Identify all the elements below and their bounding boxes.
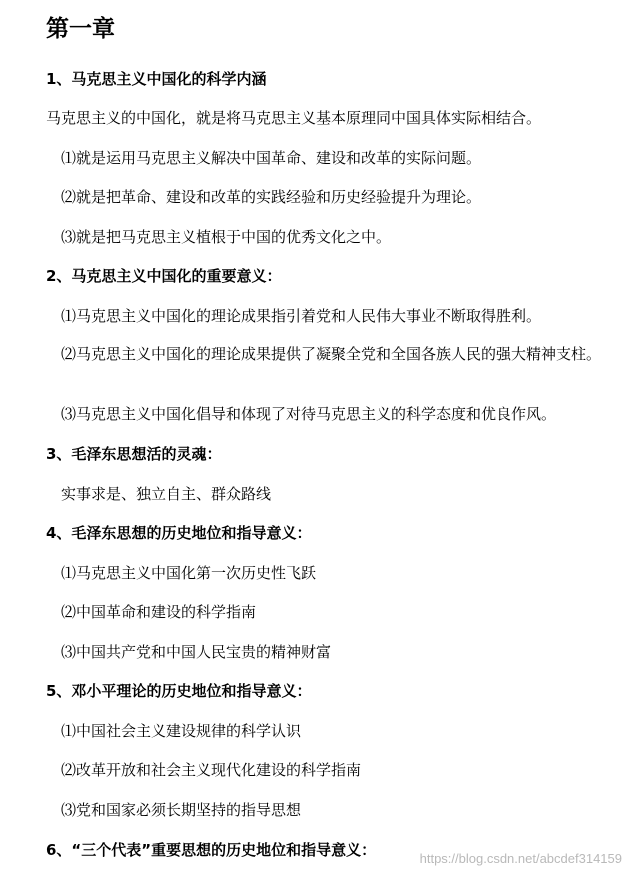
section-heading-1: 1、马克思主义中国化的科学内涵 (46, 70, 267, 88)
section-1-intro: 马克思主义的中国化，就是将马克思主义基本原理同中国具体实际相结合。 (46, 109, 542, 127)
section-4-item-3: ⑶中国共产党和中国人民宝贵的精神财富 (61, 643, 332, 661)
watermark-url: https://blog.csdn.net/abcdef314159 (419, 851, 622, 866)
section-heading-6: 6、“三个代表”重要思想的历史地位和指导意义： (46, 841, 377, 859)
section-4-item-2: ⑵中国革命和建设的科学指南 (61, 603, 257, 621)
section-3-body: 实事求是、独立自主、群众路线 (61, 485, 272, 503)
section-heading-2: 2、马克思主义中国化的重要意义： (46, 267, 282, 285)
section-1-item-3: ⑶就是把马克思主义植根于中国的优秀文化之中。 (61, 228, 392, 246)
section-5-item-1: ⑴中国社会主义建设规律的科学认识 (61, 722, 302, 740)
chapter-title: 第一章 (46, 16, 115, 42)
section-2-item-3: ⑶马克思主义中国化倡导和体现了对待马克思主义的科学态度和优良作风。 (61, 405, 557, 423)
section-2-item-2: ⑵马克思主义中国化的理论成果提供了凝聚全党和全国各族人民的强大精神支柱。 (61, 345, 602, 363)
section-5-item-3: ⑶党和国家必须长期坚持的指导思想 (61, 801, 302, 819)
section-2-item-1: ⑴马克思主义中国化的理论成果指引着党和人民伟大事业不断取得胜利。 (61, 307, 542, 325)
section-heading-4: 4、毛泽东思想的历史地位和指导意义： (46, 524, 312, 542)
section-heading-5: 5、邓小平理论的历史地位和指导意义： (46, 682, 312, 700)
section-1-item-1: ⑴就是运用马克思主义解决中国革命、建设和改革的实际问题。 (61, 149, 482, 167)
section-5-item-2: ⑵改革开放和社会主义现代化建设的科学指南 (61, 761, 362, 779)
section-heading-3: 3、毛泽东思想活的灵魂： (46, 445, 222, 463)
section-1-item-2: ⑵就是把革命、建设和改革的实践经验和历史经验提升为理论。 (61, 188, 482, 206)
section-4-item-1: ⑴马克思主义中国化第一次历史性飞跃 (61, 564, 317, 582)
